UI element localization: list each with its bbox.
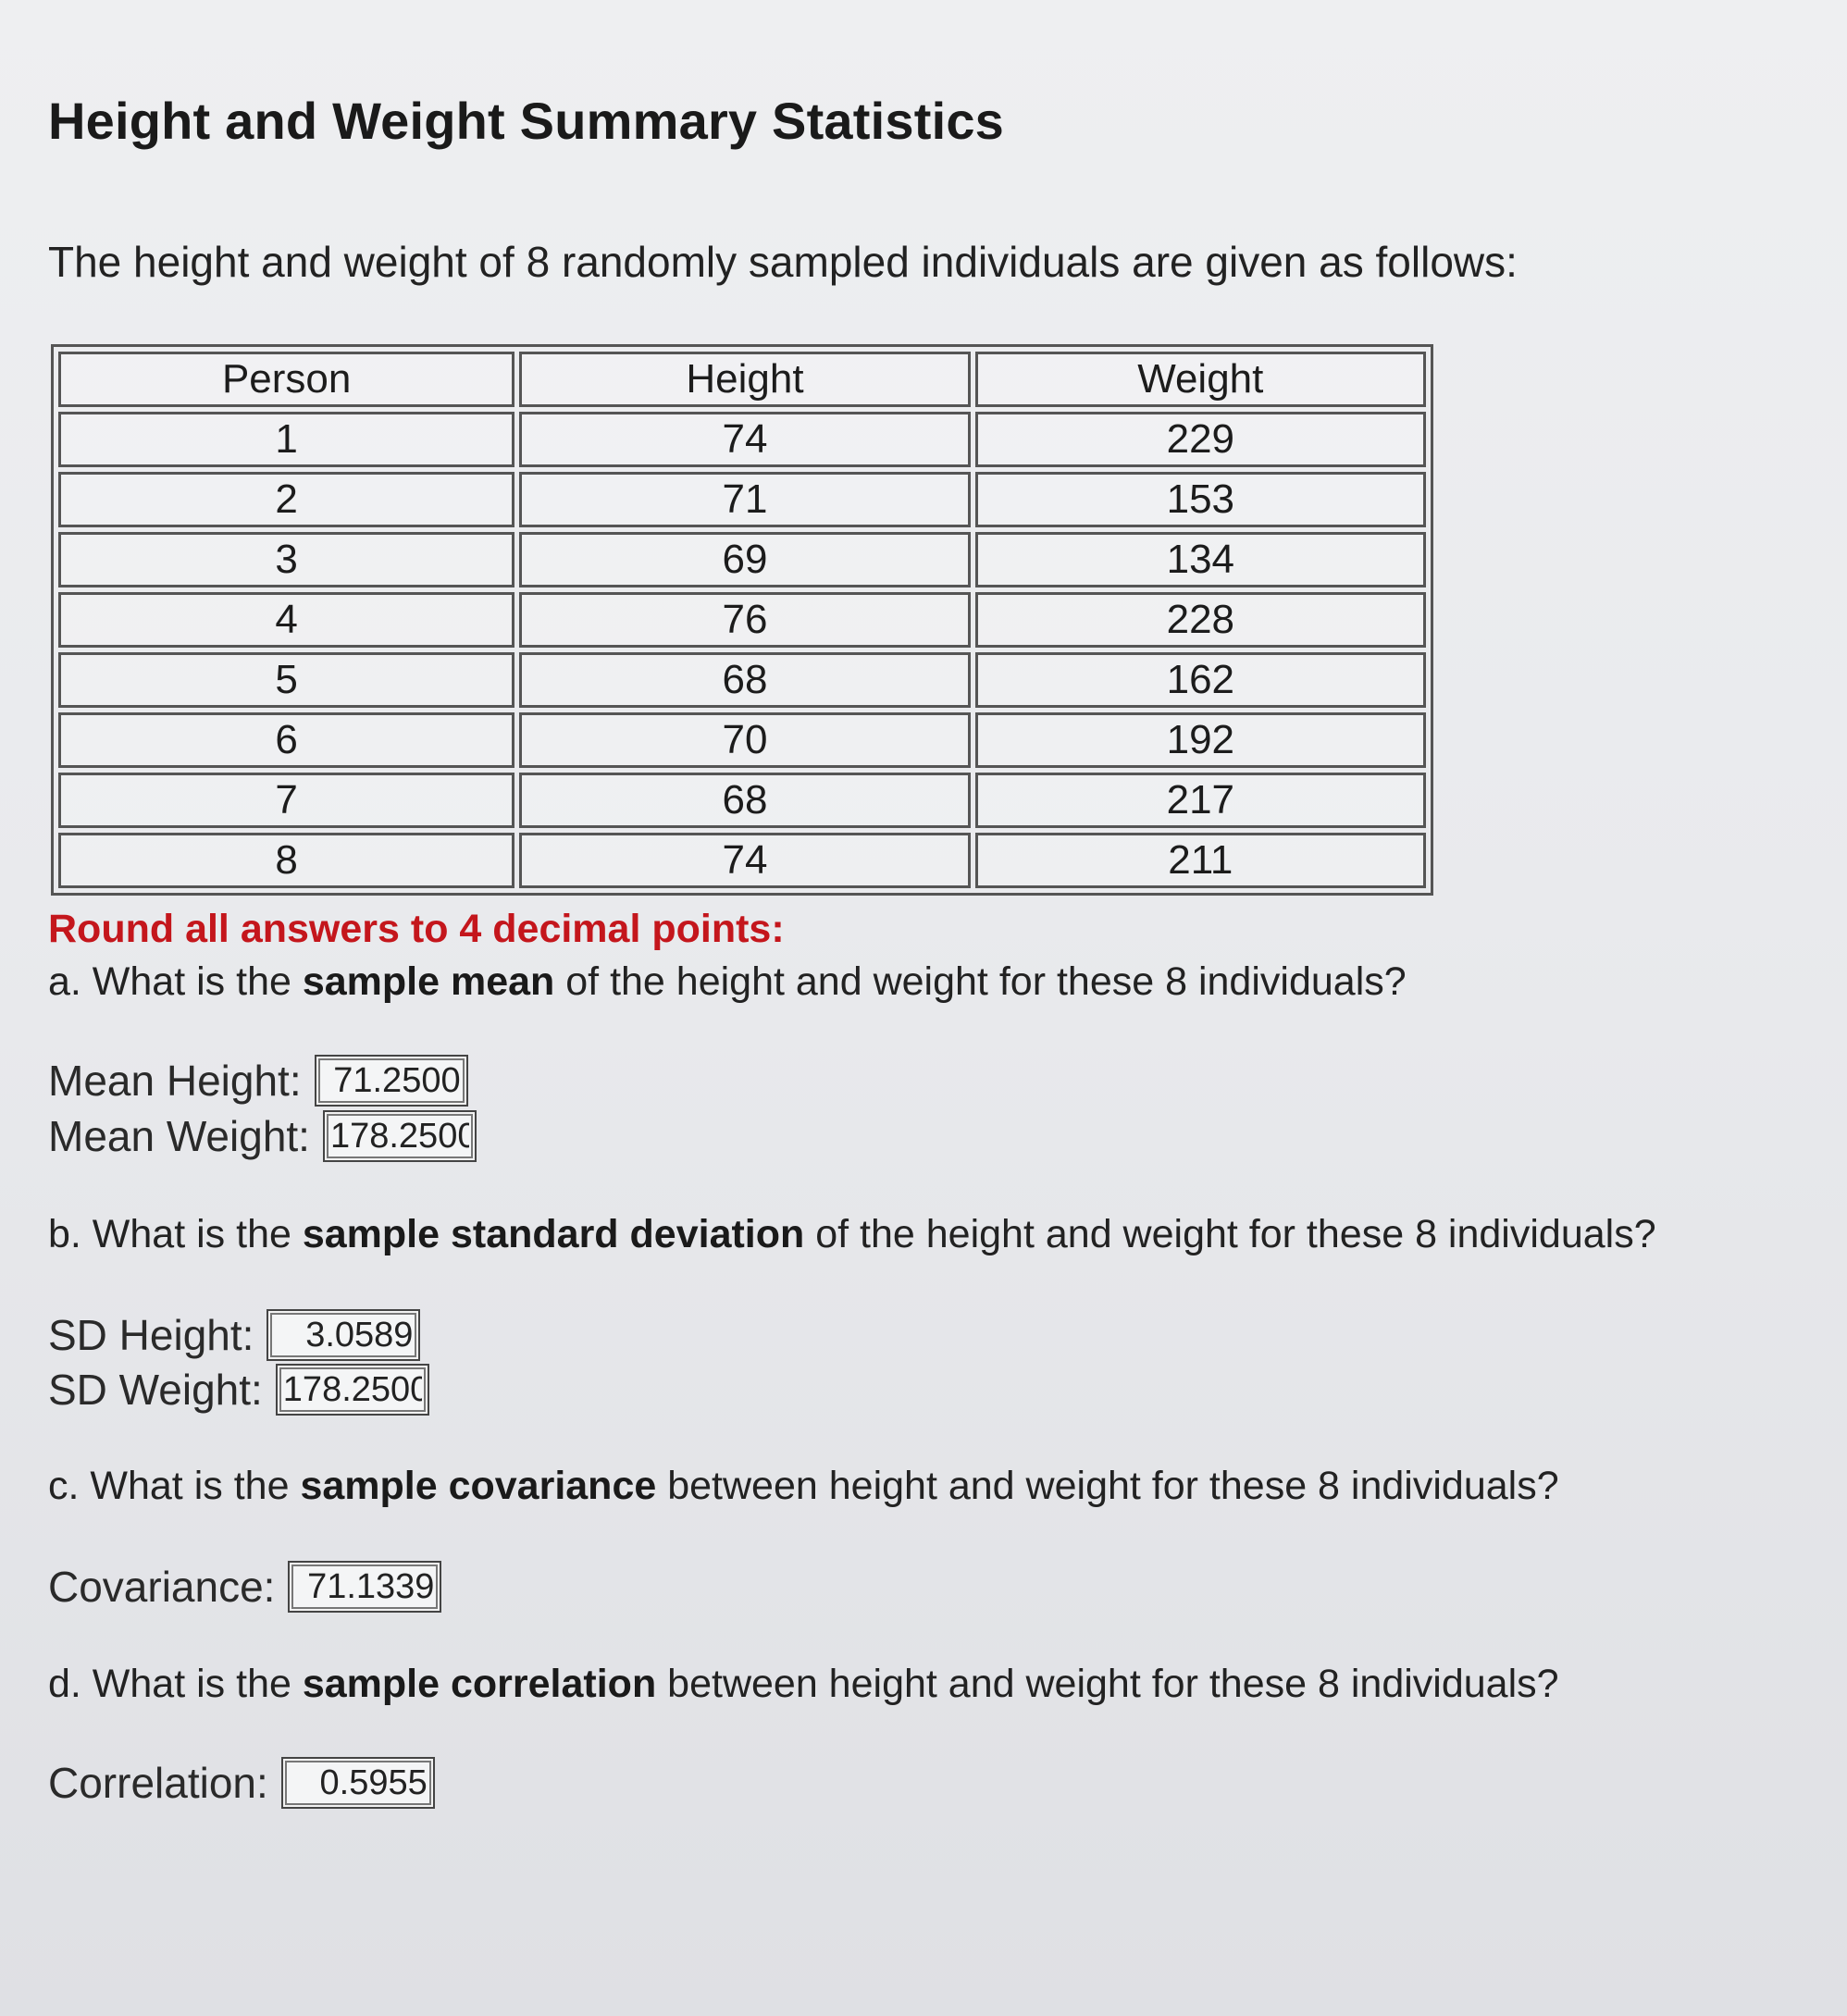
cell-height: 71 xyxy=(519,472,970,527)
sd-weight-row xyxy=(48,1364,429,1416)
cell-weight: 211 xyxy=(975,833,1426,888)
data-table xyxy=(51,344,1433,896)
table-row xyxy=(58,532,1426,587)
question-d-emphasis: sample correlation xyxy=(302,1662,657,1706)
sd-height-input[interactable] xyxy=(267,1309,420,1361)
question-b-suffix: of the height and weight for these 8 individuals? xyxy=(804,1212,1656,1256)
question-d-suffix: between height and weight for these 8 individuals? xyxy=(656,1662,1559,1706)
table-row xyxy=(58,833,1426,888)
intro-text: The height and weight of 8 randomly sampled individuals are given as follows: xyxy=(48,238,1518,286)
cell-weight: 153 xyxy=(975,472,1426,527)
question-d-prefix: d. What is the xyxy=(48,1662,303,1706)
correlation-input[interactable] xyxy=(281,1757,435,1809)
question-a xyxy=(48,959,1407,1005)
mean-height-label: Mean Height: xyxy=(48,1057,302,1105)
cell-height: 74 xyxy=(519,833,970,888)
question-d xyxy=(48,1662,1559,1707)
question-b-prefix: b. What is the xyxy=(48,1212,303,1256)
correlation-row xyxy=(48,1757,435,1809)
cell-height: 70 xyxy=(519,712,970,768)
page-title: Height and Weight Summary Statistics xyxy=(48,92,1005,150)
table-row xyxy=(58,412,1426,467)
cell-person: 7 xyxy=(58,773,514,828)
cell-height: 74 xyxy=(519,412,970,467)
question-b xyxy=(48,1212,1656,1257)
cell-weight: 229 xyxy=(975,412,1426,467)
rounding-instruction: Round all answers to 4 decimal points: xyxy=(48,907,785,951)
covariance-row xyxy=(48,1561,441,1613)
covariance-label: Covariance: xyxy=(48,1563,276,1611)
question-a-prefix: a. What is the xyxy=(48,959,303,1004)
cell-person: 6 xyxy=(58,712,514,768)
covariance-input[interactable] xyxy=(288,1561,441,1613)
column-header-height: Height xyxy=(519,352,970,407)
question-a-suffix: of the height and weight for these 8 individuals? xyxy=(554,959,1407,1004)
mean-weight-input[interactable] xyxy=(323,1110,477,1162)
cell-height: 68 xyxy=(519,652,970,708)
column-header-person: Person xyxy=(58,352,514,407)
table-row xyxy=(58,712,1426,768)
question-c xyxy=(48,1464,1559,1509)
cell-person: 4 xyxy=(58,592,514,648)
cell-person: 5 xyxy=(58,652,514,708)
question-b-emphasis: sample standard deviation xyxy=(302,1212,805,1256)
question-a-emphasis: sample mean xyxy=(302,959,555,1004)
table-row xyxy=(58,592,1426,648)
cell-height: 68 xyxy=(519,773,970,828)
cell-weight: 217 xyxy=(975,773,1426,828)
question-c-prefix: c. What is the xyxy=(48,1464,301,1508)
sd-weight-input[interactable] xyxy=(276,1364,429,1416)
sd-height-row xyxy=(48,1309,420,1361)
column-header-weight: Weight xyxy=(975,352,1426,407)
correlation-label: Correlation: xyxy=(48,1759,268,1807)
cell-weight: 134 xyxy=(975,532,1426,587)
cell-weight: 228 xyxy=(975,592,1426,648)
cell-weight: 192 xyxy=(975,712,1426,768)
cell-height: 76 xyxy=(519,592,970,648)
cell-person: 8 xyxy=(58,833,514,888)
table-header-row xyxy=(58,352,1426,407)
sd-weight-label: SD Weight: xyxy=(48,1366,263,1414)
cell-person: 3 xyxy=(58,532,514,587)
table-row xyxy=(58,652,1426,708)
mean-weight-row xyxy=(48,1110,477,1162)
cell-height: 69 xyxy=(519,532,970,587)
mean-weight-label: Mean Weight: xyxy=(48,1112,310,1160)
mean-height-input[interactable] xyxy=(315,1055,468,1107)
sd-height-label: SD Height: xyxy=(48,1311,254,1359)
question-c-suffix: between height and weight for these 8 individuals? xyxy=(656,1464,1559,1508)
mean-height-row xyxy=(48,1055,468,1107)
cell-person: 2 xyxy=(58,472,514,527)
cell-person: 1 xyxy=(58,412,514,467)
table-row xyxy=(58,472,1426,527)
cell-weight: 162 xyxy=(975,652,1426,708)
table-row xyxy=(58,773,1426,828)
question-c-emphasis: sample covariance xyxy=(300,1464,657,1508)
